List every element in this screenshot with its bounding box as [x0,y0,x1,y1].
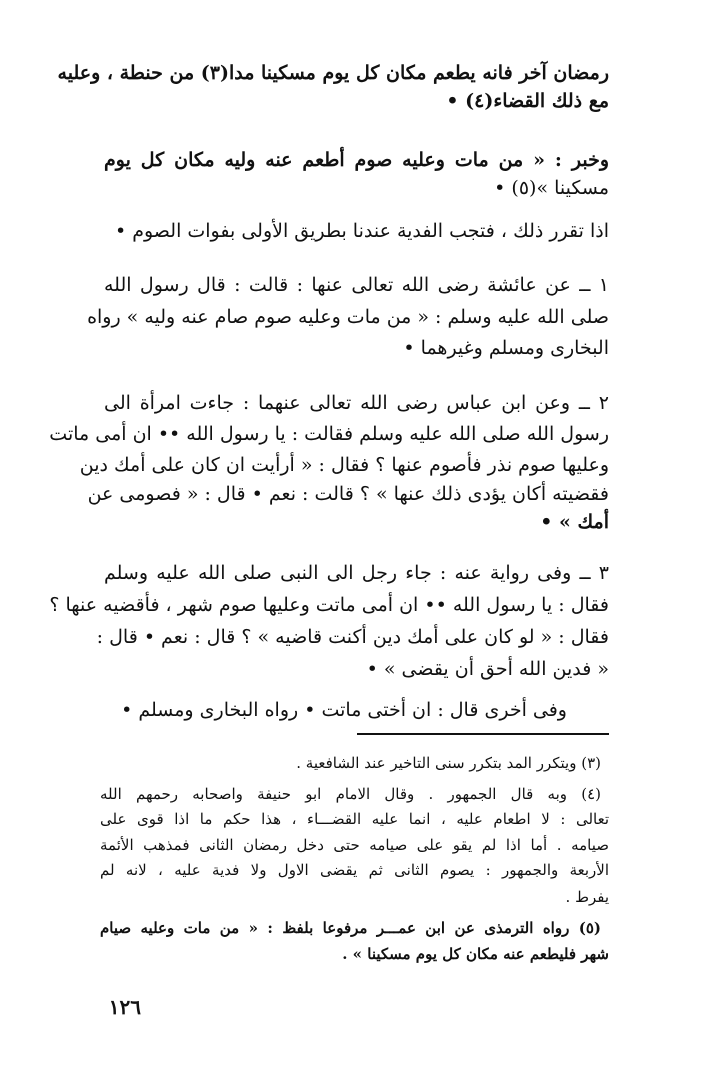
body-line-9: ٢ ــ وعن ابن عباس رضى الله تعالى عنهما : جاءت امرأة الى [104,392,609,414]
body-line-7: صلى الله عليه وسلم : « من مات وعليه صوم صام عنه وليه » رواه [87,306,609,328]
footnote-line-4: صيامه . أما اذا لم يقو على صيامه حتى دخل رمضان الثانى فمذهب الأئمة [100,836,609,854]
footnote-line-2: (٤) وبه قال الجمهور . وقال الامام ابو حنيفة واصحابه رحمهم الله [100,785,601,803]
body-line-10: رسول الله صلى الله عليه وسلم فقالت : يا رسول الله •• ان أمى ماتت [49,423,609,445]
footnote-line-5: الأربعة والجمهور : يصوم الثانى ثم يقضى الاول ولا فدية عليه ، لانه لم [100,861,609,879]
body-line-11: وعليها صوم نذر فأصوم عنها ؟ فقال : « أرأيت ان كان على أمك دين [79,454,609,476]
footnote-line-3: تعالى : لا اطعام عليه ، انما عليه القضـــاء ، هذا حكم ما اذا قوى على [100,810,609,828]
footnote-line-1: (٣) ويتكرر المد بتكرر سنى التاخير عند الشافعية . [296,754,601,772]
body-line-15: فقال : يا رسول الله •• ان أمى ماتت وعليها صوم شهر ، فأقضيه عنها ؟ [49,594,609,616]
body-line-2: مع ذلك القضاء(٤) • [446,90,609,112]
body-line-4: مسكينا »(٥) • [494,177,609,199]
body-line-5: اذا تقرر ذلك ، فتجب الفدية عندنا بطريق الأولى بفوات الصوم • [114,220,609,242]
footnote-line-8: شهر فليطعم عنه مكان كل يوم مسكينا » . [342,945,609,963]
body-line-13: أمك » • [540,511,609,533]
body-line-17: « فدين الله أحق أن يقضى » • [366,658,609,680]
footnote-line-7: (٥) رواه الترمذى عن ابن عمـــر مرفوعا بلفظ : « من مات وعليه صيام [100,919,601,937]
footnote-separator [357,733,609,735]
body-line-1: رمضان آخر فانه يطعم مكان كل يوم مسكينا مدا(٣) من حنطة ، وعليه [57,62,609,84]
body-line-12: فقضيته أكان يؤدى ذلك عنها » ؟ قالت : نعم • قال : « فصومى عن [87,483,609,505]
body-line-8: البخارى ومسلم وغيرهما • [403,337,609,359]
body-line-6: ١ ــ عن عائشة رضى الله تعالى عنها : قالت : قال رسول الله [104,274,609,296]
body-line-18: وفى أخرى قال : ان أختى ماتت • رواه البخارى ومسلم • [121,699,567,721]
body-line-16: فقال : « لو كان على أمك دين أكنت قاضيه » ؟ قال : نعم • قال : [96,626,609,648]
body-line-3: وخبر : « من مات وعليه صوم أطعم عنه وليه مكان كل يوم [104,149,609,171]
page-number: ١٢٦ [108,995,141,1019]
footnote-line-6: يفرط . [565,888,609,906]
body-line-14: ٣ ــ وفى رواية عنه : جاء رجل الى النبى صلى الله عليه وسلم [104,562,609,584]
